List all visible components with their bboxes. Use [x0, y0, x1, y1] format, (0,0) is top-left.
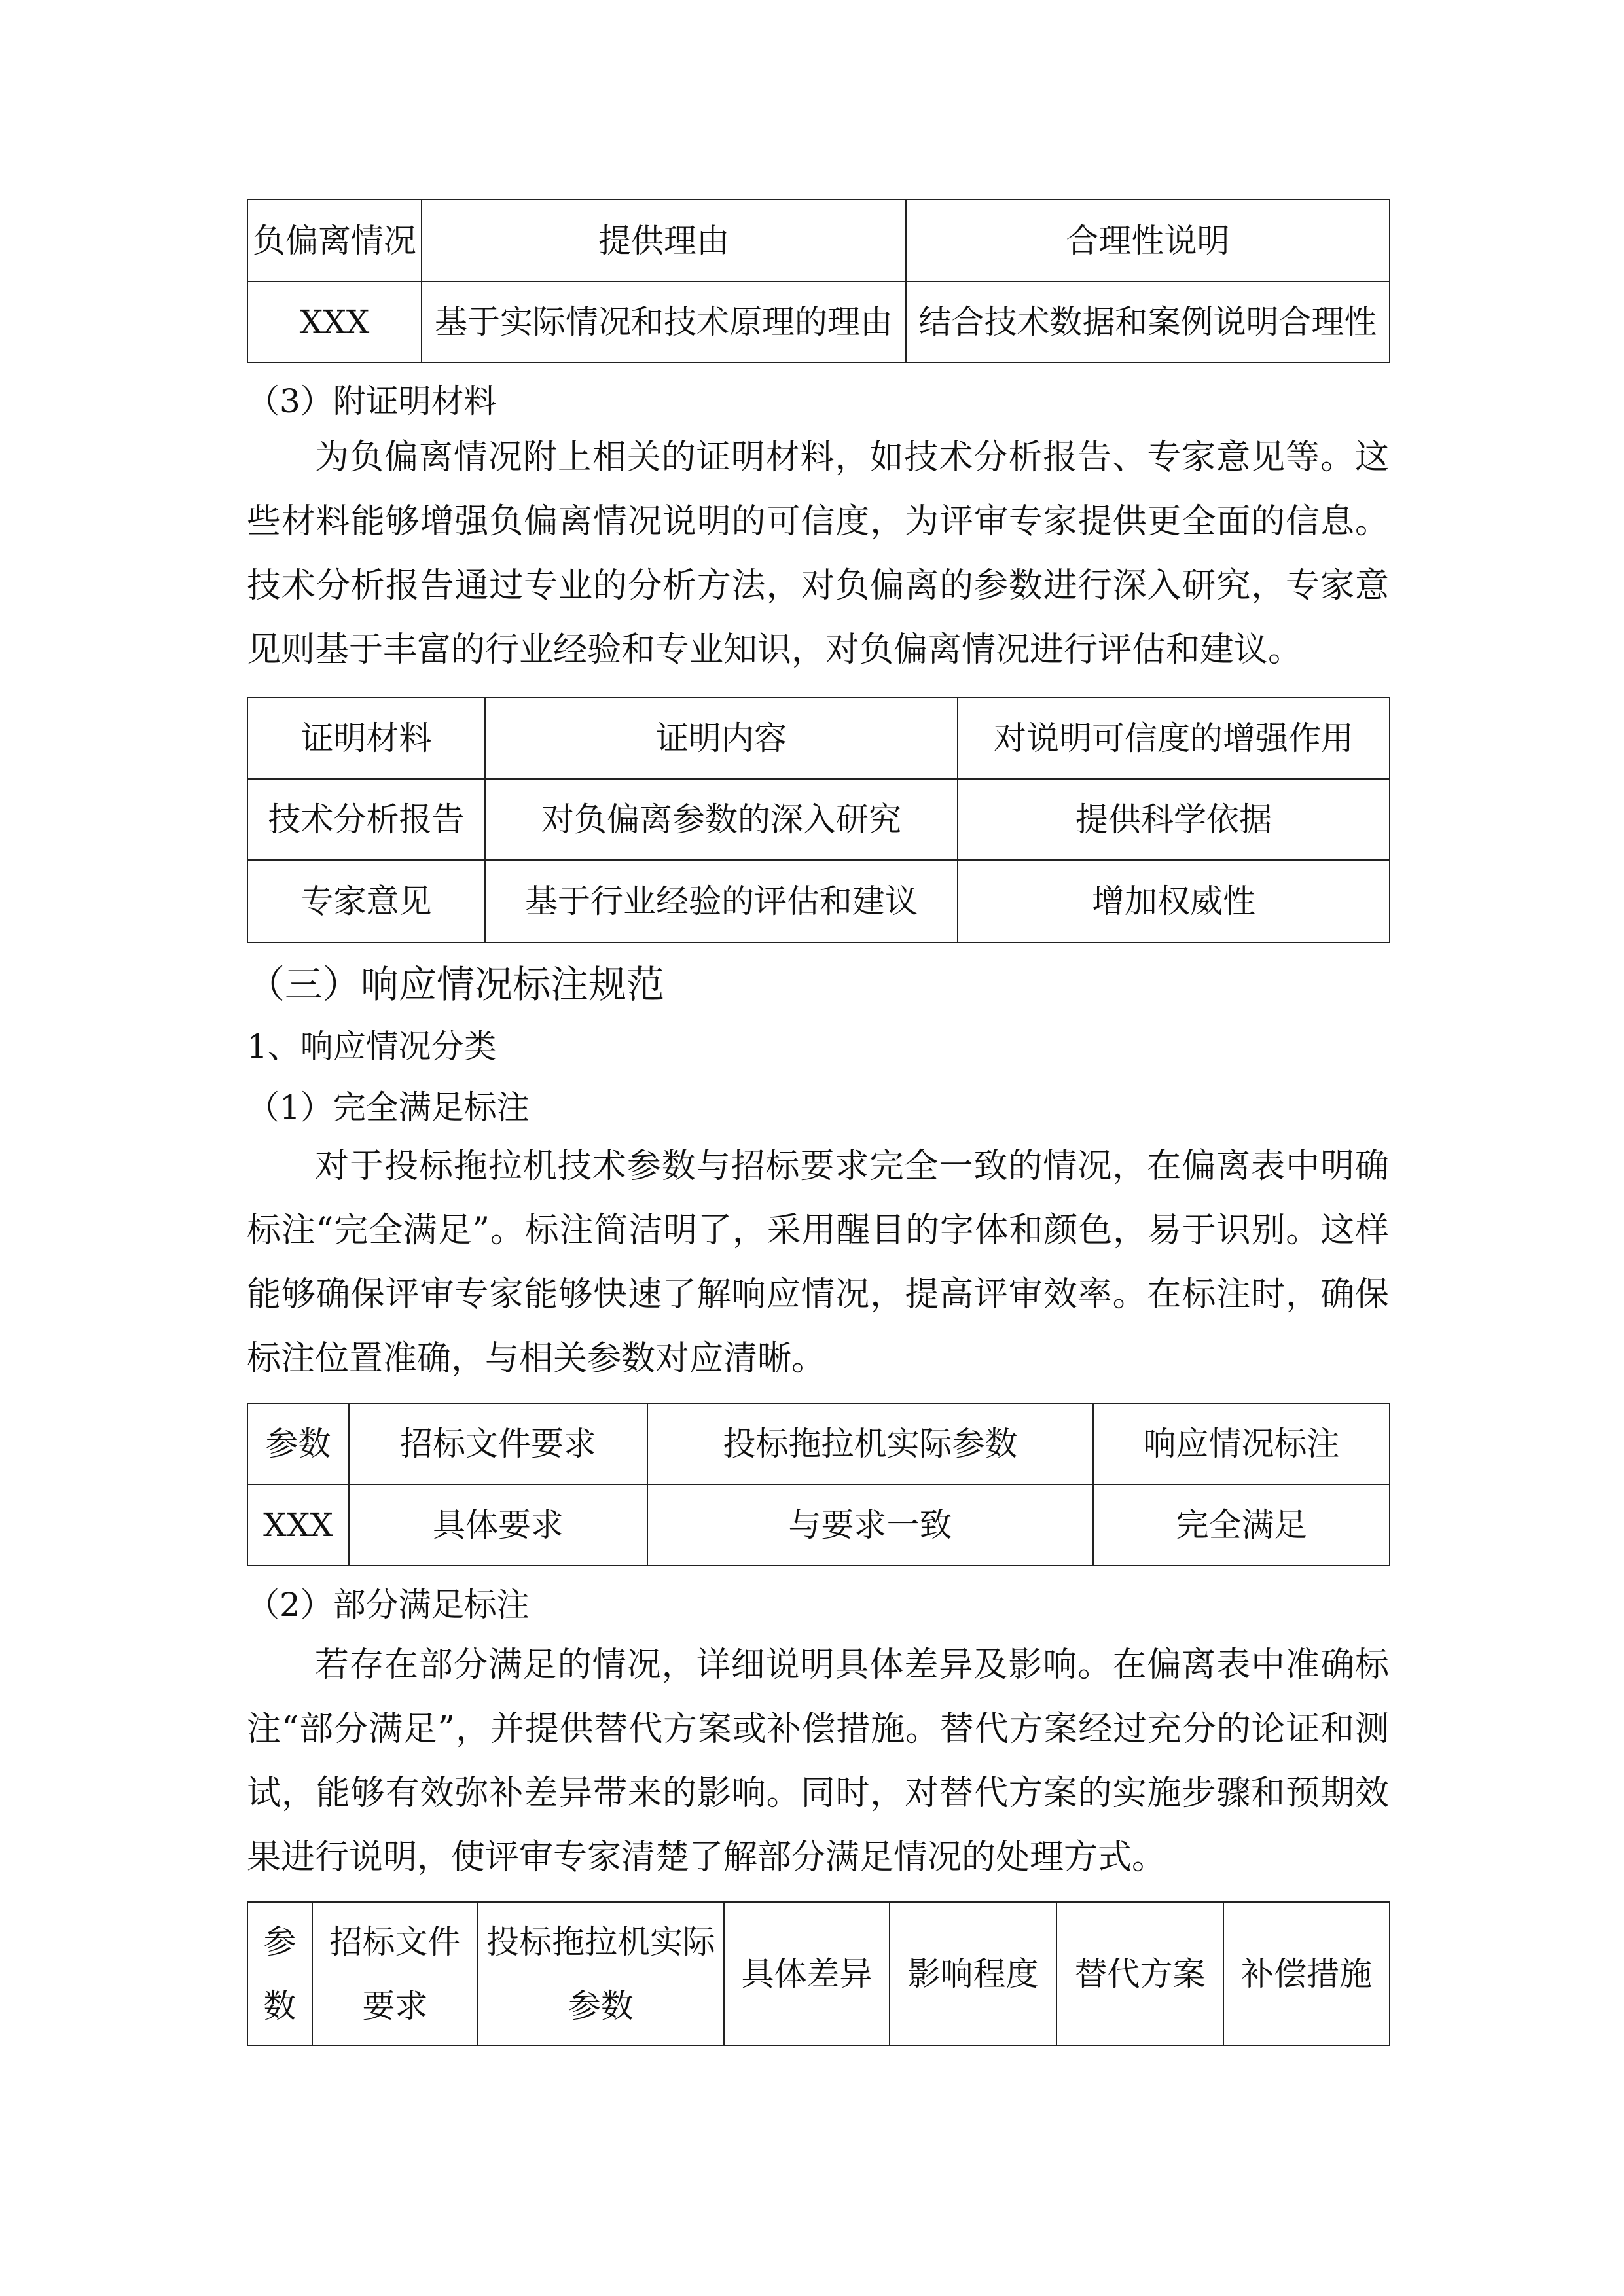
partial-compliance-table [247, 1901, 1390, 2046]
table-cell: 基于实际情况和技术原理的理由 [422, 281, 906, 363]
table-header-cell: 负偏离情况 [247, 200, 422, 281]
table-header-row [247, 698, 1390, 779]
table-cell: XXX [247, 1484, 349, 1566]
evidence-table [247, 697, 1390, 943]
table-row [247, 281, 1390, 363]
table-header-cell: 参数 [247, 1403, 349, 1484]
table-row [247, 779, 1390, 860]
table-header-cell: 投标拖拉机实际参数 [478, 1902, 724, 2045]
paragraph: 若存在部分满足的情况，详细说明具体差异及影响。在偏离表中准确标注“部分满足”，并提供替代方案或补偿措施。替代方案经过充分的论证和测试，能够有效弥补差异带来的影响。同时，对替代方案的实施步骤和预期效果进行说明，使评审专家清楚了解部分满足情况的处理方式。 [247, 1645, 1389, 1877]
table-cell: 结合技术数据和案例说明合理性 [906, 281, 1390, 363]
table-cell: 基于行业经验的评估和建议 [485, 860, 958, 942]
section-title: （3）附证明材料 [247, 382, 497, 420]
table-header-cell: 招标文件要求 [349, 1403, 647, 1484]
table-header-cell: 影响程度 [890, 1902, 1056, 2045]
table-header-cell: 替代方案 [1056, 1902, 1223, 2045]
table-header-cell: 参数 [247, 1902, 312, 2045]
paragraph: 对于投标拖拉机技术参数与招标要求完全一致的情况，在偏离表中明确标注“完全满足”。标注简洁明了，采用醒目的字体和颜色，易于识别。这样能够确保评审专家能够快速了解响应情况，提高评审效率。在标注时，确保标注位置准确，与相关参数对应清晰。 [247, 1147, 1389, 1378]
table-header-row [247, 1403, 1390, 1484]
paragraph: 为负偏离情况附上相关的证明材料，如技术分析报告、专家意见等。这些材料能够增强负偏离情况说明的可信度，为评审专家提供更全面的信息。技术分析报告通过专业的分析方法，对负偏离的参数进行深入研究，专家意见则基于丰富的行业经验和专业知识，对负偏离情况进行评估和建议。 [247, 438, 1389, 670]
table-row [247, 1484, 1390, 1566]
table-row [247, 860, 1390, 942]
table-cell: 专家意见 [247, 860, 485, 942]
table-header-cell: 响应情况标注 [1093, 1403, 1390, 1484]
table-header-cell: 招标文件要求 [312, 1902, 478, 2045]
table-cell: 与要求一致 [647, 1484, 1093, 1566]
table-header-cell: 补偿措施 [1223, 1902, 1390, 2045]
table-header-cell: 对说明可信度的增强作用 [958, 698, 1390, 779]
table-header-cell: 证明内容 [485, 698, 958, 779]
table-cell: XXX [247, 281, 422, 363]
subsection-title: 1、响应情况分类 [247, 1028, 497, 1066]
table-cell: 提供科学依据 [958, 779, 1390, 860]
table-header-cell: 合理性说明 [906, 200, 1390, 281]
item-title: （2）部分满足标注 [247, 1586, 530, 1624]
negative-deviation-table [247, 199, 1390, 363]
item-title: （1）完全满足标注 [247, 1088, 530, 1126]
table-cell: 完全满足 [1093, 1484, 1390, 1566]
section-heading: （三）响应情况标注规范 [247, 962, 665, 1007]
table-header-cell: 提供理由 [422, 200, 906, 281]
table-header-row [247, 200, 1390, 281]
table-header-cell: 具体差异 [724, 1902, 890, 2045]
table-cell: 增加权威性 [958, 860, 1390, 942]
full-compliance-table [247, 1403, 1390, 1566]
table-header-cell: 证明材料 [247, 698, 485, 779]
table-header-cell: 投标拖拉机实际参数 [647, 1403, 1093, 1484]
table-cell: 具体要求 [349, 1484, 647, 1566]
table-cell: 技术分析报告 [247, 779, 485, 860]
table-header-row [247, 1902, 1390, 2045]
table-cell: 对负偏离参数的深入研究 [485, 779, 958, 860]
